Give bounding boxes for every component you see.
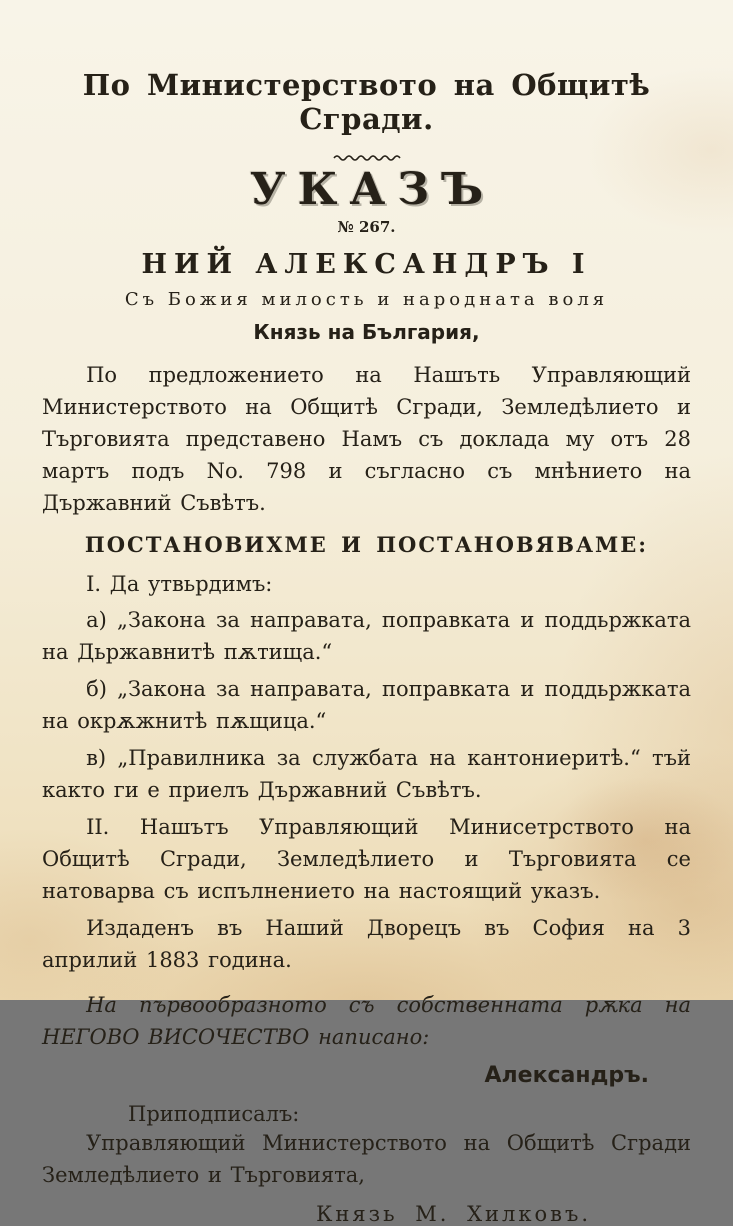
- department-header: По Министерството на Общитѣ Сгради.: [82, 68, 651, 136]
- ruler-grace-line: Съ Божия милость и народната воля: [124, 289, 609, 310]
- list-item-b: б) „Закона за направата, поправката и поддьржката на окрѫжнитѣ пѫщица.“: [42, 677, 691, 734]
- squiggle-ornament: [332, 152, 402, 162]
- countersign-label: Приподписалъ:: [128, 1102, 300, 1127]
- preamble-paragraph: По предложението на Нашъть Управляющий Министерството на Общитѣ Сгради, Земледѣлието и Търговията представено Намъ съ доклада му отъ 28 мартъ подъ No. 798 и съгласно съ мнѣнието на Държавний Съвѣтъ.: [42, 363, 691, 515]
- issuance-paragraph: Издаденъ въ Наший Дворецъ въ София на 3 априлий 1883 година.: [42, 915, 691, 972]
- ruler-name: НИЙ АЛЕКСАНДРЪ I: [141, 249, 592, 280]
- article-2: II. Нашътъ Управляющий Минисетрството на Общитѣ Сгради, Земледѣлието и Търговията се натоварва съ испълнението на настоящий указъ.: [42, 814, 691, 903]
- document-title: УКАЗЪ: [249, 164, 496, 215]
- list-item-a: а) „Закона за направата, поправката и поддьржката на Дьржавнитѣ пѫтища.“: [42, 608, 691, 665]
- ruler-title: Князь на България,: [253, 320, 480, 344]
- decree-heading: ПОСТАНОВИХМЕ И ПОСТАНОВЯВАМЕ:: [84, 531, 649, 557]
- monarch-signature: Александръ.: [484, 1063, 649, 1089]
- countersigner-name: Князь М. Хилковъ.: [316, 1202, 591, 1226]
- article-1: I. Да утвьрдимъ:: [86, 571, 273, 596]
- document-number: № 267.: [337, 218, 396, 236]
- attestation-paragraph: На първообразното съ собственната рѫка на НЕГОВО ВИСОЧЕСТВО написано:: [42, 993, 691, 1050]
- countersigner-title: Управляющий Министерството на Общитѣ Сгради Земледѣлието и Търговията,: [42, 1131, 691, 1188]
- list-item-v: в) „Правилника за службата на кантониеритѣ.“ тъй както ги е приелъ Държавний Съвѣтъ.: [42, 746, 691, 802]
